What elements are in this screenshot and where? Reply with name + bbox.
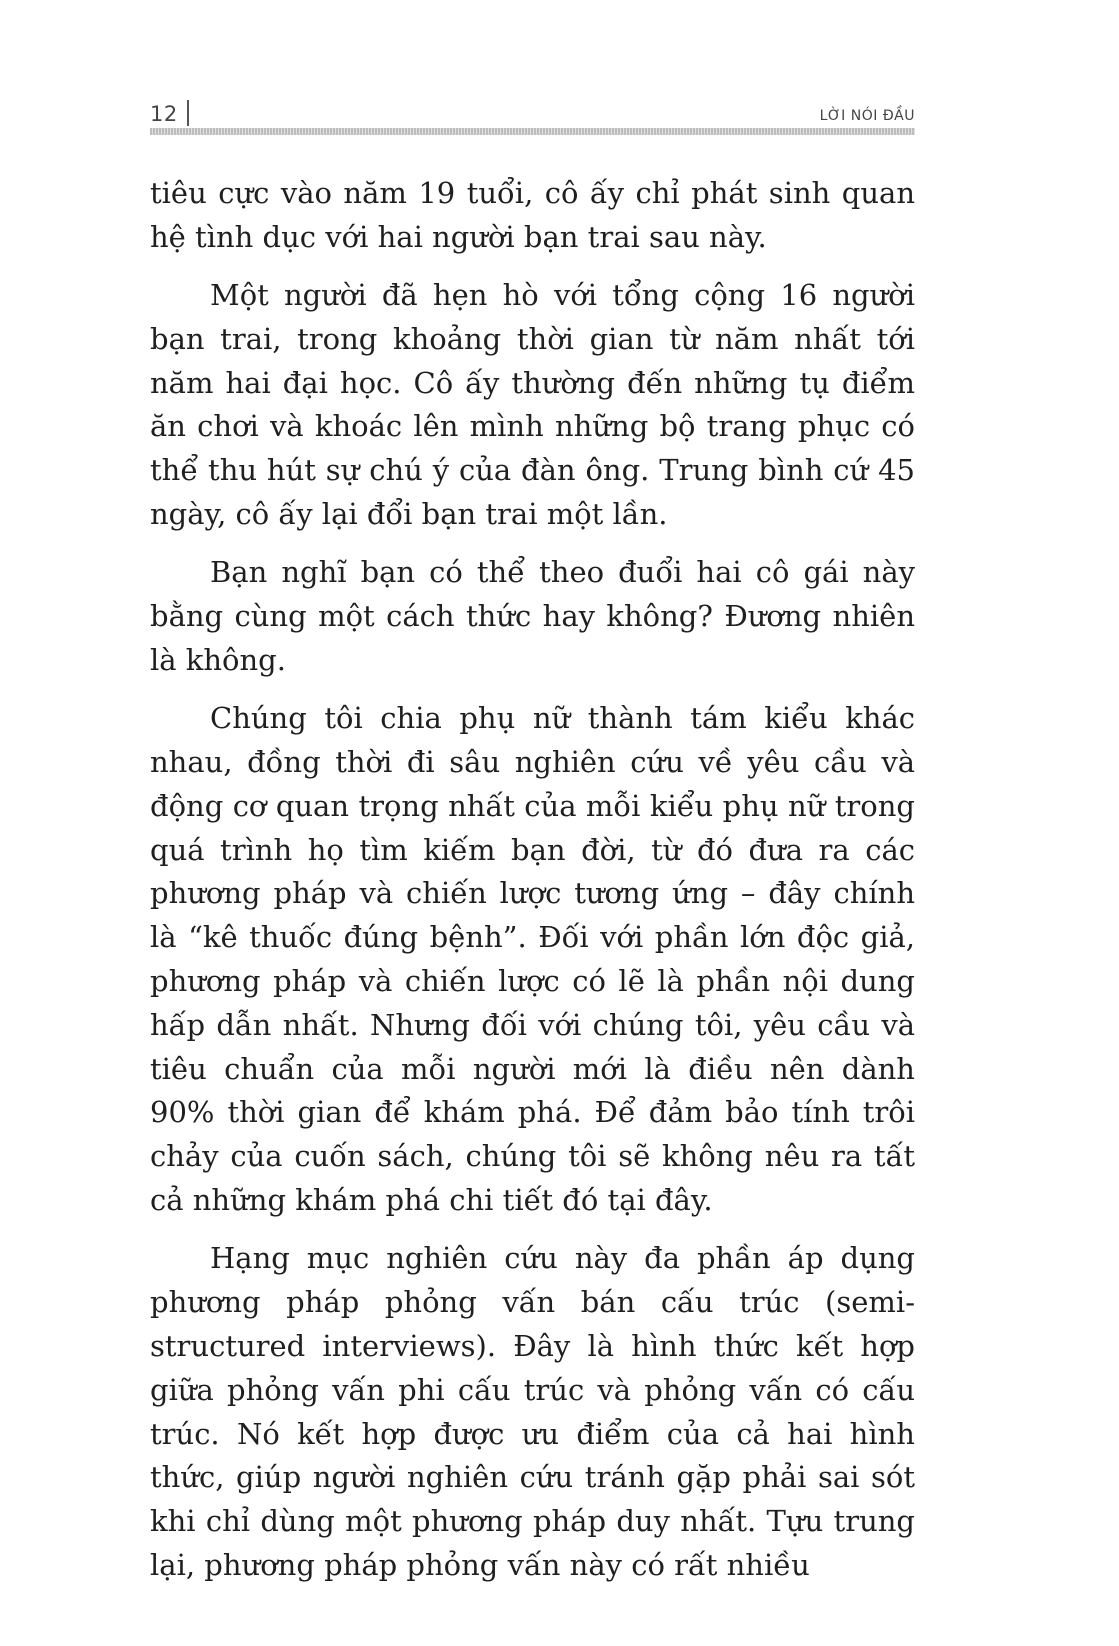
paragraph: Bạn nghĩ bạn có thể theo đuổi hai cô gái này bằng cùng một cách thức hay không? Đương nhiên là không. [150,555,915,677]
header-divider [187,100,189,126]
chapter-title: LỜI NÓI ĐẦU [819,108,915,124]
body-text [150,172,915,1602]
paragraph-continued: tiêu cực vào năm 19 tuổi, cô ấy chỉ phát sinh quan hệ tình dục với hai người bạn trai sau này. [150,176,915,254]
paragraph: Hạng mục nghiên cứu này đa phần áp dụng phương pháp phỏng vấn bán cấu trúc (semi-structured interviews). Đây là hình thức kết hợp giữa phỏng vấn phi cấu trúc và phỏng vấn có cấu trúc. Nó kết hợp được ưu điểm của cả hai hình thức, giúp người nghiên cứu tránh gặp phải sai sót khi chỉ dùng một phương pháp duy nhất. Tựu trung lại, phương pháp phỏng vấn này có rất nhiều [150,1241,915,1582]
header-rule [150,128,915,135]
paragraph: Chúng tôi chia phụ nữ thành tám kiểu khác nhau, đồng thời đi sâu nghiên cứu về yêu cầu và động cơ quan trọng nhất của mỗi kiểu phụ nữ trong quá trình họ tìm kiếm bạn đời, từ đó đưa ra các phương pháp và chiến lược tương ứng – đây chính là “kê thuốc đúng bệnh”. Đối với phần lớn độc giả, phương pháp và chiến lược có lẽ là phần nội dung hấp dẫn nhất. Nhưng đối với chúng tôi, yêu cầu và tiêu chuẩn của mỗi người mới là điều nên dành 90% thời gian để khám phá. Để đảm bảo tính trôi chảy của cuốn sách, chúng tôi sẽ không nêu ra tất cả những khám phá chi tiết đó tại đây. [150,701,915,1218]
page-number: 12 [150,102,178,126]
paragraph: Một người đã hẹn hò với tổng cộng 16 người bạn trai, trong khoảng thời gian từ năm nhất tới năm hai đại học. Cô ấy thường đến những tụ điểm ăn chơi và khoác lên mình những bộ trang phục có thể thu hút sự chú ý của đàn ông. Trung bình cứ 45 ngày, cô ấy lại đổi bạn trai một lần. [150,278,915,532]
